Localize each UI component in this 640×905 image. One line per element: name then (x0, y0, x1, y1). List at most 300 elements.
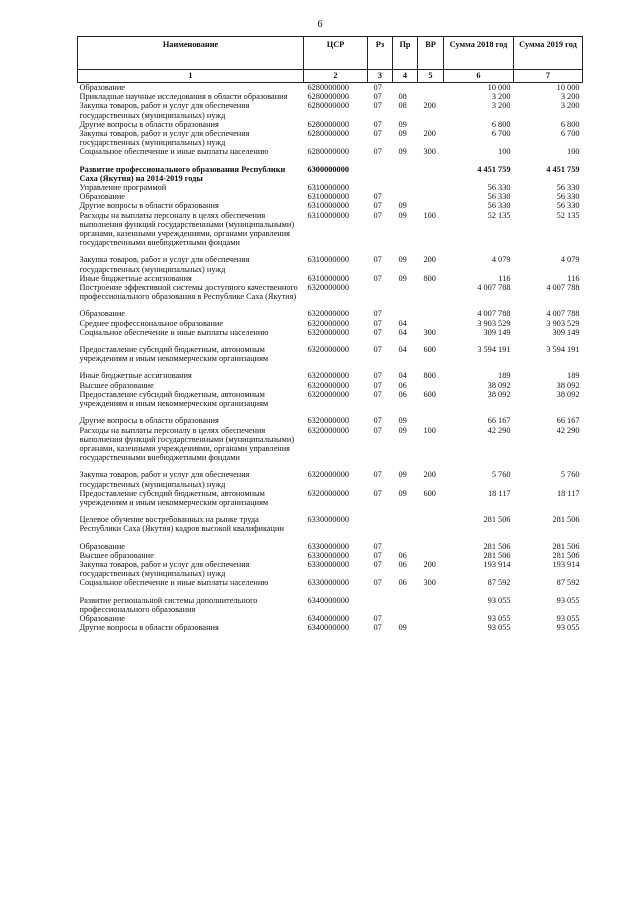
row-sum-2018-cell: 4 079 (491, 255, 511, 265)
row-name-cell: Закупка товаров, работ и услуг для обеспечения государственных (муниципальных) нужд (79, 255, 250, 274)
row-name-cell: Другие вопросы в области образования (79, 119, 219, 129)
row-sum-2019-cell: 93 055 (556, 595, 580, 605)
spacer-cell (393, 247, 418, 255)
spacer-cell (78, 301, 304, 309)
spacer-cell (418, 301, 444, 309)
row-csr-cell: 6320000000 (307, 488, 349, 498)
row-pr-cell: 09 (398, 425, 407, 435)
spacer-cell (78, 247, 304, 255)
row-sum-2018-cell: 193 914 (483, 559, 511, 569)
row-pr-cell (393, 192, 418, 201)
row-sum-2019-cell: 52 135 (556, 210, 580, 220)
spacer-cell (78, 337, 304, 345)
spacer-cell (368, 363, 393, 371)
row-vr-cell: 600 (423, 389, 436, 399)
spacer-cell (368, 507, 393, 515)
row-pr-cell: 09 (398, 273, 407, 283)
row-rz-cell: 07 (373, 309, 382, 319)
row-name-cell: Закупка товаров, работ и услуг для обеспечения государственных (муниципальных) нужд (79, 559, 250, 579)
row-csr-cell: 6320000000 (307, 371, 349, 381)
row-rz-cell: 07 (373, 119, 382, 129)
header-name: Наименование (78, 37, 304, 70)
row-csr-cell: 6330000000 (307, 559, 349, 569)
row-vr-cell (418, 309, 444, 318)
row-csr-cell: 6310000000 (307, 201, 349, 211)
row-name-cell: Образование (79, 541, 125, 551)
row-sum-2018-cell: 4 007 788 (477, 309, 511, 319)
row-sum-2018-cell: 281 506 (483, 515, 511, 525)
row-rz-cell: 07 (373, 327, 382, 337)
row-sum-2018-cell: 56 330 (487, 201, 511, 211)
row-rz-cell: 07 (373, 389, 382, 399)
row-vr-cell (418, 319, 444, 328)
row-sum-2018-cell: 6 800 (491, 119, 511, 129)
spacer-cell (514, 462, 583, 470)
spacer-cell (444, 337, 514, 345)
table-row (78, 147, 583, 156)
spacer-cell (444, 363, 514, 371)
row-rz-cell: 07 (373, 273, 382, 283)
row-csr-cell: 6330000000 (307, 515, 349, 525)
row-vr-cell (418, 192, 444, 201)
row-rz-cell (368, 165, 393, 183)
row-name-cell: Расходы на выплаты персоналу в целях обеспечения выполнения функций государственными (муниципальными) органами, казенными учреждениями, органами управления государственными внебюджетными фондами (79, 210, 295, 248)
row-vr-cell: 100 (423, 210, 436, 220)
row-vr-cell (418, 416, 444, 425)
row-vr-cell: 200 (423, 129, 436, 139)
row-name-cell: Иные бюджетные ассигнования (79, 371, 192, 381)
spacer-cell (393, 462, 418, 470)
row-pr-cell: 04 (398, 345, 407, 355)
table-row (78, 551, 583, 560)
spacer-cell (304, 363, 368, 371)
table-body (78, 83, 583, 633)
row-pr-cell (393, 309, 418, 318)
header-pr: Пр (393, 37, 418, 70)
table-row (78, 426, 583, 463)
row-vr-cell (418, 596, 444, 614)
row-sum-2018-cell: 56 330 (487, 192, 511, 202)
row-sum-2018-cell: 281 506 (483, 541, 511, 551)
row-csr-cell: 6310000000 (307, 183, 349, 193)
spacer-cell (418, 588, 444, 596)
row-vr-cell (418, 542, 444, 551)
row-rz-cell (368, 183, 393, 192)
row-csr-cell: 6320000000 (307, 380, 349, 390)
row-pr-cell: 04 (398, 327, 407, 337)
table-row (78, 371, 583, 380)
spacer-cell (514, 301, 583, 309)
table-row (78, 470, 583, 488)
row-rz-cell (368, 596, 393, 614)
spacer-cell (418, 507, 444, 515)
row-name-cell: Среднее профессиональное образование (79, 318, 224, 328)
row-pr-cell: 04 (398, 318, 407, 328)
row-sum-2019-cell: 281 506 (552, 515, 580, 525)
row-sum-2019-cell: 6 700 (560, 129, 580, 139)
table-row (78, 192, 583, 201)
spacer-cell (78, 534, 304, 542)
row-sum-2019-cell: 18 117 (556, 488, 580, 498)
row-rz-cell: 07 (373, 210, 382, 220)
spacer-cell (418, 363, 444, 371)
spacer-cell (514, 247, 583, 255)
header-vr: ВР (418, 37, 444, 70)
row-rz-cell: 07 (373, 371, 382, 381)
spacer-cell (304, 462, 368, 470)
row-name-cell: Другие вопросы в области образования (79, 201, 219, 211)
spacer-cell (368, 408, 393, 416)
row-sum-2018-cell: 309 149 (483, 327, 511, 337)
row-sum-2019-cell: 193 914 (552, 559, 580, 569)
row-sum-2018-cell: 3 200 (491, 92, 511, 102)
row-pr-cell (393, 83, 418, 93)
row-sum-2018-cell: 38 092 (487, 389, 511, 399)
row-name-cell: Предоставление субсидий бюджетным, автономным учреждениям и иным некоммерческим организациям (79, 345, 269, 364)
row-sum-2018-cell: 52 135 (487, 210, 511, 220)
row-csr-cell: 6320000000 (307, 327, 349, 337)
row-pr-cell (393, 596, 418, 614)
row-rz-cell: 07 (373, 425, 382, 435)
row-rz-cell: 07 (373, 623, 382, 633)
row-rz-cell: 07 (373, 380, 382, 390)
spacer-row (78, 301, 583, 309)
spacer-cell (304, 507, 368, 515)
row-rz-cell: 07 (373, 488, 382, 498)
spacer-row (78, 588, 583, 596)
row-csr-cell: 6320000000 (307, 309, 349, 319)
row-rz-cell: 07 (373, 92, 382, 102)
row-csr-cell: 6320000000 (307, 283, 349, 293)
table-row (78, 211, 583, 248)
row-vr-cell (418, 165, 444, 183)
row-vr-cell (418, 92, 444, 101)
header-sum-2018: Сумма 2018 год (444, 37, 514, 70)
table-row (78, 515, 583, 533)
column-number: 4 (393, 70, 418, 83)
row-sum-2019-cell: 10 000 (556, 83, 580, 92)
spacer-cell (304, 247, 368, 255)
row-sum-2019-cell: 3 200 (560, 101, 580, 111)
spacer-cell (393, 301, 418, 309)
row-sum-2019-cell: 309 149 (552, 327, 580, 337)
table-row (78, 614, 583, 623)
row-csr-cell: 6340000000 (307, 623, 349, 633)
row-pr-cell: 09 (398, 210, 407, 220)
row-vr-cell: 200 (423, 559, 436, 569)
table-row (78, 283, 583, 301)
row-name-cell: Развитие региональной системы дополнительного профессионального образования (79, 595, 258, 614)
row-csr-cell: 6280000000 (307, 83, 349, 92)
row-name-cell: Целевое обучение востребованных на рынке труда Республики Саха (Якутия) кадров высокой квалификации (79, 515, 284, 534)
row-csr-cell: 6310000000 (307, 210, 349, 220)
row-sum-2018-cell: 42 290 (487, 425, 511, 435)
spacer-cell (368, 247, 393, 255)
row-sum-2018-cell: 5 760 (491, 470, 511, 480)
table-row (78, 101, 583, 119)
page-number: 6 (317, 19, 323, 30)
row-sum-2019-cell: 38 092 (556, 389, 580, 399)
spacer-cell (418, 157, 444, 165)
row-sum-2018-cell: 87 592 (487, 578, 511, 588)
row-sum-2019-cell: 56 330 (556, 201, 580, 211)
row-rz-cell: 07 (373, 255, 382, 265)
row-pr-cell (393, 614, 418, 623)
column-number: 1 (78, 70, 304, 83)
row-csr-cell: 6330000000 (307, 578, 349, 588)
row-pr-cell: 09 (398, 488, 407, 498)
spacer-row (78, 462, 583, 470)
spacer-cell (304, 408, 368, 416)
row-name-cell: Другие вопросы в области образования (79, 623, 219, 633)
row-pr-cell: 08 (398, 101, 407, 111)
row-pr-cell: 08 (398, 92, 407, 102)
row-vr-cell (418, 614, 444, 623)
row-csr-cell: 6340000000 (307, 613, 349, 623)
table-row (78, 255, 583, 273)
row-pr-cell: 09 (398, 201, 407, 211)
row-sum-2019-cell: 42 290 (556, 425, 580, 435)
row-sum-2019-cell: 116 (567, 273, 580, 283)
row-name-cell: Высшее образование (79, 380, 154, 390)
table-row (78, 489, 583, 507)
spacer-cell (78, 363, 304, 371)
row-vr-cell (418, 515, 444, 533)
spacer-cell (444, 157, 514, 165)
row-rz-cell (368, 515, 393, 533)
spacer-cell (418, 534, 444, 542)
row-name-cell: Закупка товаров, работ и услуг для обеспечения государственных (муниципальных) нужд (79, 101, 250, 120)
row-vr-cell (418, 201, 444, 210)
spacer-cell (514, 363, 583, 371)
spacer-row (78, 247, 583, 255)
row-rz-cell: 07 (373, 559, 382, 569)
spacer-cell (444, 507, 514, 515)
row-rz-cell: 07 (373, 201, 382, 211)
table-row (78, 165, 583, 183)
row-pr-cell: 09 (398, 147, 407, 157)
row-vr-cell: 300 (423, 578, 436, 588)
row-pr-cell: 06 (398, 380, 407, 390)
row-sum-2018-cell: 93 055 (487, 623, 511, 633)
row-sum-2019-cell: 5 760 (560, 470, 580, 480)
spacer-cell (444, 408, 514, 416)
row-pr-cell (393, 515, 418, 533)
spacer-cell (393, 588, 418, 596)
table-row (78, 596, 583, 614)
row-csr-cell: 6300000000 (307, 164, 349, 174)
row-pr-cell: 06 (398, 578, 407, 588)
row-vr-cell (418, 551, 444, 560)
table-row (78, 416, 583, 425)
spacer-cell (304, 337, 368, 345)
row-rz-cell: 07 (373, 101, 382, 111)
spacer-row (78, 337, 583, 345)
row-name-cell: Предоставление субсидий бюджетным, автономным учреждениям и иным некоммерческим организациям (79, 488, 269, 507)
row-sum-2019-cell: 56 330 (556, 192, 580, 202)
header-csr: ЦСР (304, 37, 368, 70)
row-csr-cell: 6320000000 (307, 425, 349, 435)
row-vr-cell: 200 (423, 470, 436, 480)
row-rz-cell: 07 (373, 147, 382, 157)
table-row (78, 274, 583, 283)
row-sum-2019-cell: 3 200 (560, 92, 580, 102)
row-pr-cell: 09 (398, 255, 407, 265)
row-csr-cell: 6280000000 (307, 101, 349, 111)
row-name-cell: Образование (79, 83, 125, 92)
row-rz-cell: 07 (373, 550, 382, 560)
row-csr-cell: 6310000000 (307, 273, 349, 283)
row-sum-2018-cell: 4 451 759 (477, 164, 511, 174)
spacer-cell (514, 588, 583, 596)
spacer-cell (444, 247, 514, 255)
row-vr-cell: 800 (423, 273, 436, 283)
row-name-cell: Предоставление субсидий бюджетным, автономным учреждениям и иным некоммерческим организациям (79, 389, 269, 409)
row-vr-cell: 300 (423, 327, 436, 337)
spacer-cell (418, 247, 444, 255)
row-pr-cell: 09 (398, 623, 407, 633)
row-sum-2019-cell: 87 592 (556, 578, 580, 588)
row-name-cell: Развитие профессионального образования Республики Саха (Якутия) на 2014-2019 годы (79, 164, 286, 183)
row-name-cell: Образование (79, 309, 125, 319)
row-vr-cell: 200 (423, 101, 436, 111)
row-vr-cell (418, 120, 444, 129)
table-row (78, 92, 583, 101)
row-vr-cell: 600 (423, 488, 436, 498)
column-number: 7 (514, 70, 583, 83)
spacer-cell (78, 588, 304, 596)
row-sum-2019-cell: 38 092 (556, 380, 580, 390)
spacer-cell (368, 301, 393, 309)
column-number: 5 (418, 70, 444, 83)
row-name-cell: Социальное обеспечение и иные выплаты населению (79, 578, 269, 588)
row-rz-cell: 07 (373, 416, 382, 426)
row-csr-cell: 6310000000 (307, 192, 349, 202)
row-csr-cell: 6340000000 (307, 595, 349, 605)
row-csr-cell: 6330000000 (307, 541, 349, 551)
row-rz-cell: 07 (373, 613, 382, 623)
spacer-cell (78, 462, 304, 470)
row-rz-cell: 07 (373, 345, 382, 355)
row-sum-2018-cell: 4 007 788 (477, 283, 511, 293)
spacer-cell (514, 408, 583, 416)
spacer-cell (393, 408, 418, 416)
table-row (78, 328, 583, 337)
table-row (78, 623, 583, 632)
row-pr-cell: 09 (398, 129, 407, 139)
spacer-cell (514, 534, 583, 542)
row-sum-2018-cell: 6 700 (491, 129, 511, 139)
row-name-cell: Прикладные научные исследования в области образования (79, 92, 288, 102)
column-number: 3 (368, 70, 393, 83)
row-sum-2018-cell: 38 092 (487, 380, 511, 390)
spacer-cell (368, 462, 393, 470)
row-csr-cell: 6320000000 (307, 416, 349, 426)
row-rz-cell: 07 (373, 129, 382, 139)
row-sum-2019-cell: 4 007 788 (546, 283, 580, 293)
spacer-cell (304, 301, 368, 309)
row-vr-cell: 100 (423, 425, 436, 435)
spacer-row (78, 157, 583, 165)
row-sum-2019-cell: 281 506 (552, 541, 580, 551)
row-pr-cell: 06 (398, 559, 407, 569)
spacer-cell (368, 588, 393, 596)
spacer-cell (368, 157, 393, 165)
row-sum-2018-cell: 100 (498, 147, 511, 157)
row-name-cell: Социальное обеспечение и иные выплаты населению (79, 327, 269, 337)
spacer-cell (304, 534, 368, 542)
table-row (78, 83, 583, 93)
row-csr-cell: 6330000000 (307, 550, 349, 560)
spacer-row (78, 408, 583, 416)
row-rz-cell: 07 (373, 83, 382, 92)
spacer-cell (368, 337, 393, 345)
table-row (78, 183, 583, 192)
spacer-cell (78, 408, 304, 416)
spacer-cell (393, 337, 418, 345)
row-sum-2018-cell: 66 167 (487, 416, 511, 426)
header-sum-2019: Сумма 2019 год (514, 37, 583, 70)
row-rz-cell: 07 (373, 318, 382, 328)
spacer-cell (418, 408, 444, 416)
budget-table (77, 36, 583, 632)
row-pr-cell (393, 542, 418, 551)
row-pr-cell: 06 (398, 389, 407, 399)
row-sum-2018-cell: 10 000 (487, 83, 511, 92)
row-vr-cell: 600 (423, 345, 436, 355)
row-sum-2019-cell: 281 506 (552, 550, 580, 560)
table-row (78, 390, 583, 408)
row-name-cell: Расходы на выплаты персоналу в целях обеспечения выполнения функций государственными (муниципальными) органами, казенными учреждениями, органами управления государственными внебюджетными фондами (79, 425, 295, 463)
row-csr-cell: 6320000000 (307, 318, 349, 328)
row-rz-cell (368, 283, 393, 301)
row-name-cell: Построение эффективной системы доступного качественного профессионального образования в Республике Саха (Якутия) (79, 283, 298, 302)
table-row (78, 201, 583, 210)
row-pr-cell: 09 (398, 119, 407, 129)
row-csr-cell: 6320000000 (307, 345, 349, 355)
row-sum-2018-cell: 3 594 191 (477, 345, 511, 355)
spacer-cell (78, 157, 304, 165)
row-csr-cell: 6320000000 (307, 470, 349, 480)
row-pr-cell: 04 (398, 371, 407, 381)
table-row (78, 120, 583, 129)
row-sum-2019-cell: 6 800 (560, 119, 580, 129)
table-row (78, 129, 583, 147)
row-rz-cell: 07 (373, 192, 382, 202)
spacer-cell (514, 507, 583, 515)
spacer-cell (444, 462, 514, 470)
spacer-cell (393, 507, 418, 515)
row-sum-2018-cell: 18 117 (487, 488, 511, 498)
spacer-cell (514, 157, 583, 165)
row-sum-2019-cell: 4 007 788 (546, 309, 580, 319)
row-sum-2019-cell: 66 167 (556, 416, 580, 426)
spacer-cell (368, 534, 393, 542)
row-sum-2018-cell: 93 055 (487, 613, 511, 623)
spacer-row (78, 507, 583, 515)
row-pr-cell (393, 183, 418, 192)
row-vr-cell (418, 381, 444, 390)
row-pr-cell (393, 283, 418, 301)
header-rz: Рз (368, 37, 393, 70)
row-vr-cell (418, 623, 444, 632)
row-vr-cell (418, 83, 444, 93)
spacer-cell (393, 157, 418, 165)
row-name-cell: Образование (79, 613, 125, 623)
row-sum-2018-cell: 56 330 (487, 183, 511, 193)
column-number: 6 (444, 70, 514, 83)
table-header-row (78, 37, 583, 70)
